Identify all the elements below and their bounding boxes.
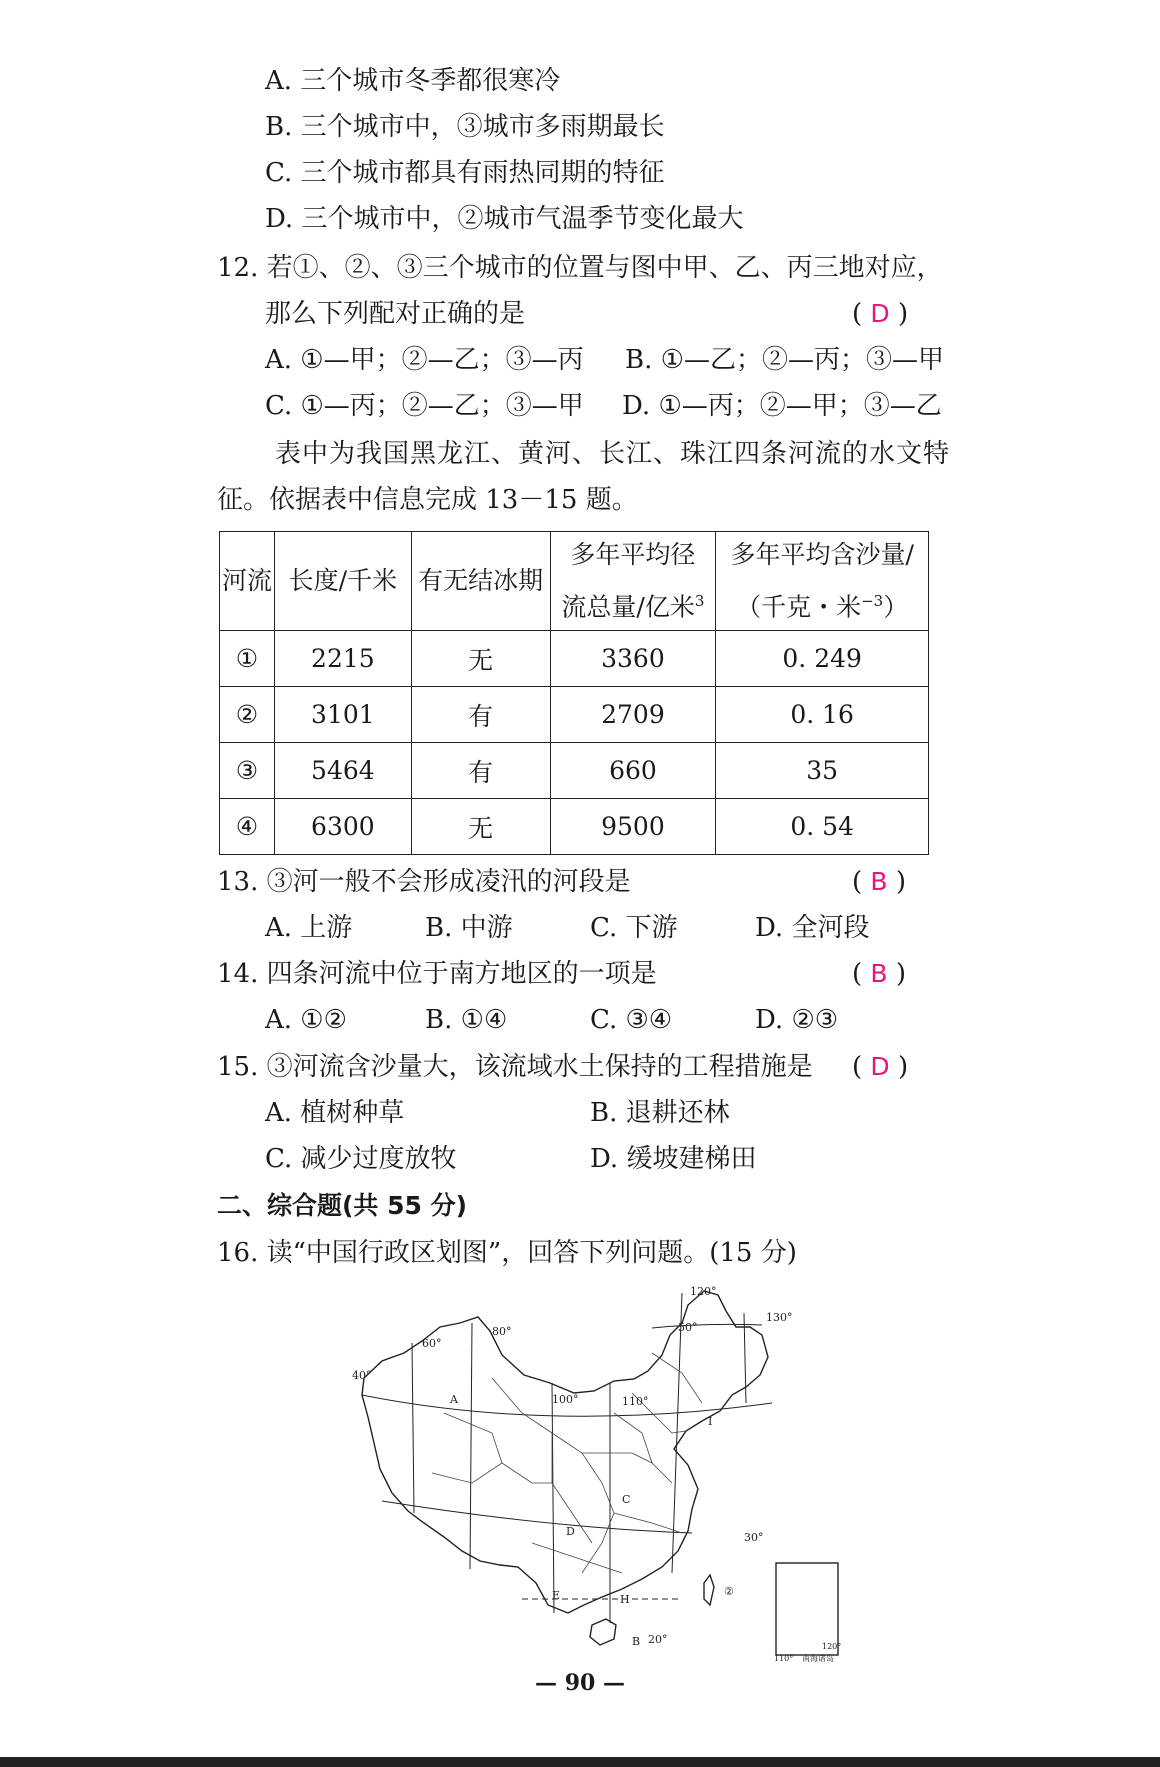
q13-option-c: C. 下游 <box>590 913 678 943</box>
label-lat50: 50° <box>678 1321 698 1334</box>
q14-stem: 14. 四条河流中位于南方地区的一项是 <box>217 959 657 989</box>
province-borders <box>432 1353 702 1573</box>
q12-option-b: B. ①—乙；②—丙；③—甲 <box>625 345 944 375</box>
q13-answer: ( B ) <box>852 867 906 897</box>
label-region-c: C <box>622 1493 631 1506</box>
q12-option-c: C. ①—丙；②—乙；③—甲 <box>265 391 584 421</box>
q13-answer-letter: B <box>870 867 888 896</box>
label-region-i: I <box>708 1415 713 1428</box>
label-inset-120: 120° <box>822 1642 842 1651</box>
cell-length: 6300 <box>274 799 411 855</box>
header-river: 河流 <box>220 532 275 631</box>
q15-option-a: A. 植树种草 <box>265 1098 405 1128</box>
table-row <box>220 799 929 855</box>
cell-runoff: 3360 <box>550 631 716 687</box>
q12-option-d: D. ①—丙；②—甲；③—乙 <box>622 391 942 421</box>
header-sediment-line2-end: ） <box>883 592 909 622</box>
q16-stem: 16. 读“中国行政区划图”，回答下列问题。(15 分) <box>217 1238 797 1268</box>
label-lon110: 110° <box>622 1395 649 1408</box>
q13-stem: 13. ③河一般不会形成凌汛的河段是 <box>217 867 631 897</box>
page-number: — 90 — <box>535 1670 625 1696</box>
q15-answer-letter: D <box>870 1052 890 1081</box>
river-table <box>219 531 929 855</box>
label-lon130: 130° <box>766 1311 793 1324</box>
bottom-edge-bar <box>0 1757 1160 1767</box>
q14-answer: ( B ) <box>852 959 906 989</box>
label-region-b: B <box>632 1635 641 1648</box>
q11-option-a: A. 三个城市冬季都很寒冷 <box>265 66 561 96</box>
lon-80 <box>470 1323 472 1569</box>
cell-length: 5464 <box>274 743 411 799</box>
q12-stem-line1: 12. 若①、②、③三个城市的位置与图中甲、乙、丙三地对应， <box>217 253 943 283</box>
cell-river: ④ <box>220 799 275 855</box>
header-sediment-line1: 多年平均含沙量/ <box>730 540 914 569</box>
q13-option-b: B. 中游 <box>425 913 513 943</box>
q14-option-c: C. ③④ <box>590 1005 673 1035</box>
lat-30 <box>382 1501 692 1533</box>
cell-freeze: 有 <box>411 743 550 799</box>
cell-sediment: 0. 249 <box>716 631 929 687</box>
q12-answer: ( D ) <box>852 299 909 329</box>
q13-option-d: D. 全河段 <box>755 913 870 943</box>
header-sediment <box>716 532 929 631</box>
q11-option-c: C. 三个城市都具有雨热同期的特征 <box>265 158 665 188</box>
lon-60 <box>412 1343 414 1513</box>
intro-line2: 征。依据表中信息完成 13－15 题。 <box>217 485 638 515</box>
q11-option-d: D. 三个城市中，②城市气温季节变化最大 <box>265 204 744 234</box>
header-runoff <box>550 532 716 631</box>
cell-freeze: 有 <box>411 687 550 743</box>
label-region-d: D <box>566 1525 575 1538</box>
cell-freeze: 无 <box>411 799 550 855</box>
cell-length: 3101 <box>274 687 411 743</box>
cell-runoff: 660 <box>550 743 716 799</box>
label-region-e: E <box>552 1589 561 1602</box>
q14-option-b: B. ①④ <box>425 1005 508 1035</box>
q11-option-b: B. 三个城市中，③城市多雨期最长 <box>265 112 665 142</box>
hainan-outline <box>590 1619 616 1645</box>
table-row <box>220 631 929 687</box>
cell-length: 2215 <box>274 631 411 687</box>
q14-option-d: D. ②③ <box>755 1005 839 1035</box>
q15-answer: ( D ) <box>852 1052 909 1082</box>
cell-sediment: 0. 16 <box>716 687 929 743</box>
label-lat20: 20° <box>648 1633 668 1646</box>
table-row <box>220 743 929 799</box>
cell-river: ① <box>220 631 275 687</box>
cell-freeze: 无 <box>411 631 550 687</box>
label-lon80: 80° <box>492 1325 512 1338</box>
header-freeze: 有无结冰期 <box>411 532 550 631</box>
q12-stem-line2: 那么下列配对正确的是 <box>265 299 526 329</box>
table-row <box>220 687 929 743</box>
cell-sediment: 35 <box>716 743 929 799</box>
label-inset-110: 110° <box>774 1654 794 1663</box>
header-runoff-sup: 3 <box>694 592 705 610</box>
q12-answer-letter: D <box>870 299 890 328</box>
cell-river: ③ <box>220 743 275 799</box>
q15-option-b: B. 退耕还林 <box>590 1098 730 1128</box>
cell-runoff: 2709 <box>550 687 716 743</box>
header-sediment-line2: （千克・米 <box>736 592 862 622</box>
q15-stem: 15. ③河流含沙量大，该流域水土保持的工程措施是 <box>217 1052 813 1082</box>
section-heading: 二、综合题(共 55 分) <box>217 1191 468 1220</box>
header-sediment-sup: −3 <box>861 592 884 610</box>
header-length: 长度/千米 <box>274 532 411 631</box>
header-runoff-line1: 多年平均径 <box>570 540 696 569</box>
china-admin-map <box>352 1283 842 1663</box>
intro-line1: 表中为我国黑龙江、黄河、长江、珠江四条河流的水文特 <box>275 439 951 469</box>
table-header-row <box>220 532 929 631</box>
label-lat60: 60° <box>422 1337 442 1350</box>
cell-river: ② <box>220 687 275 743</box>
label-lon120: 120° <box>690 1285 717 1298</box>
label-lat40: 40° <box>352 1369 372 1382</box>
q15-option-d: D. 缓坡建梯田 <box>590 1144 757 1174</box>
label-lat30: 30° <box>744 1531 764 1544</box>
q14-option-a: A. ①② <box>265 1005 347 1035</box>
label-inset-title: 南海诸岛 <box>802 1654 834 1663</box>
lon-100 <box>552 1383 554 1613</box>
cell-sediment: 0. 54 <box>716 799 929 855</box>
label-lon100: 100° <box>552 1393 579 1406</box>
q14-answer-letter: B <box>870 959 888 988</box>
q12-option-a: A. ①—甲；②—乙；③—丙 <box>265 345 584 375</box>
header-runoff-line2: 流总量/亿米 <box>561 592 695 622</box>
cell-runoff: 9500 <box>550 799 716 855</box>
label-region-h: H <box>620 1593 630 1606</box>
label-region-2: ② <box>724 1585 734 1598</box>
label-region-a: A <box>450 1393 458 1406</box>
taiwan-outline <box>704 1575 714 1605</box>
q15-option-c: C. 减少过度放牧 <box>265 1144 457 1174</box>
map-figure <box>352 1283 842 1663</box>
q13-option-a: A. 上游 <box>265 913 353 943</box>
